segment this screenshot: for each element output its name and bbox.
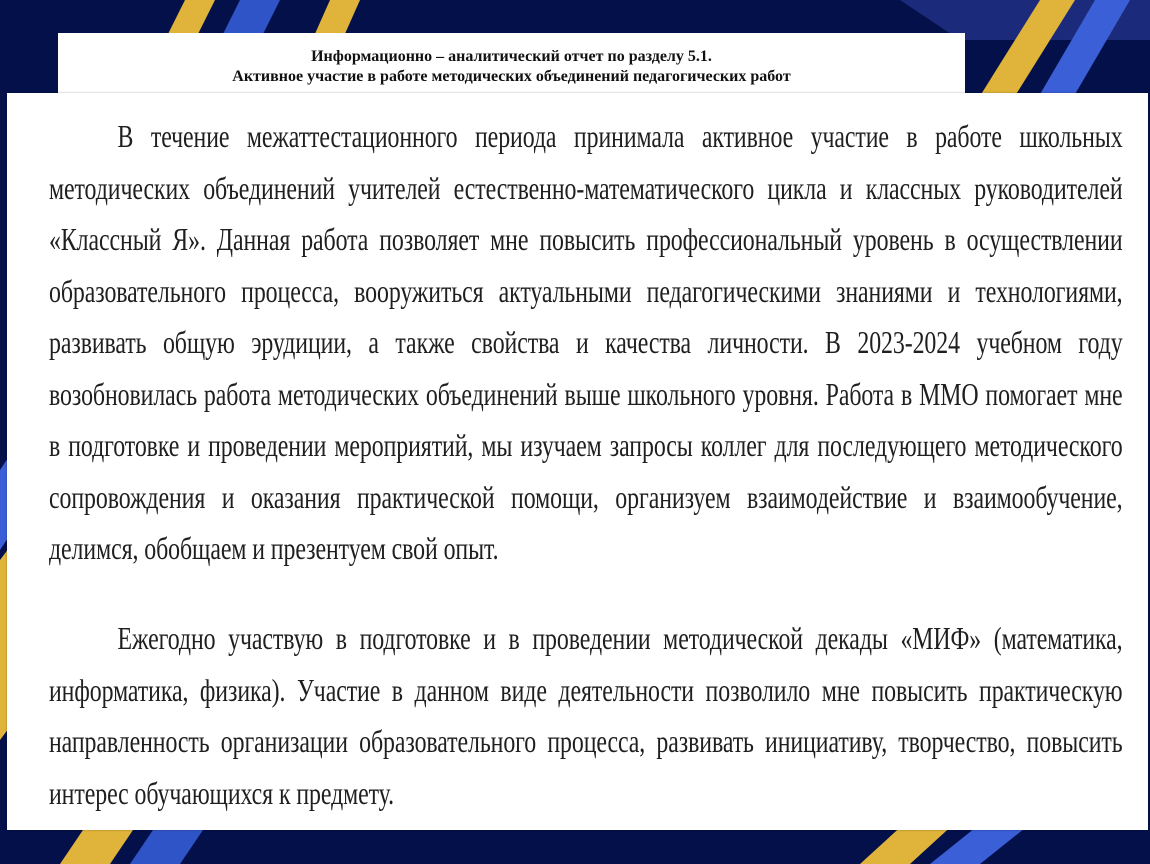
report-title-line2: Активное участие в работе методических объединений педагогических работ xyxy=(232,68,791,85)
report-title xyxy=(58,47,965,87)
text-card xyxy=(7,93,1148,830)
paragraph-1-text: В течение межаттестационного периода принимала активное участие в работе школьных методических объединений учителей естественно-математического цикла и классных руководителей «Классный Я». Данная работа позволяет мне повысить профессиональный уровень в осуществлении образовательного процесса, вооружиться актуальными педагогическими знаниями и технологиями, развивать общую эрудиции, а также свойства и качества личности. В 2023-2024 учебном году возобновилась работа методических объединений выше школьного уровня. Работа в ММО помогает мне в подготовке и проведении мероприятий, мы изучаем запросы коллег для последующего методического сопровождения и оказания практической помощи, организуем взаимодействие и взаимообучение, делимся, обобщаем и презентуем свой опыт. xyxy=(49,118,1123,566)
paragraph-2 xyxy=(49,613,1123,819)
header-card xyxy=(58,33,965,95)
paragraph-1 xyxy=(49,111,1123,575)
paragraph-2-text: Ежегодно участвую в подготовке и в проведении методической декады «МИФ» (математика, информатика, физика). Участие в данном виде деятельности позволило мне повысить практическую направленность организации образовательного процесса, развивать инициативу, творчество, повысить интерес обучающихся к предмету. xyxy=(49,620,1123,811)
report-title-line1: Информационно – аналитический отчет по разделу 5.1. xyxy=(311,48,712,65)
